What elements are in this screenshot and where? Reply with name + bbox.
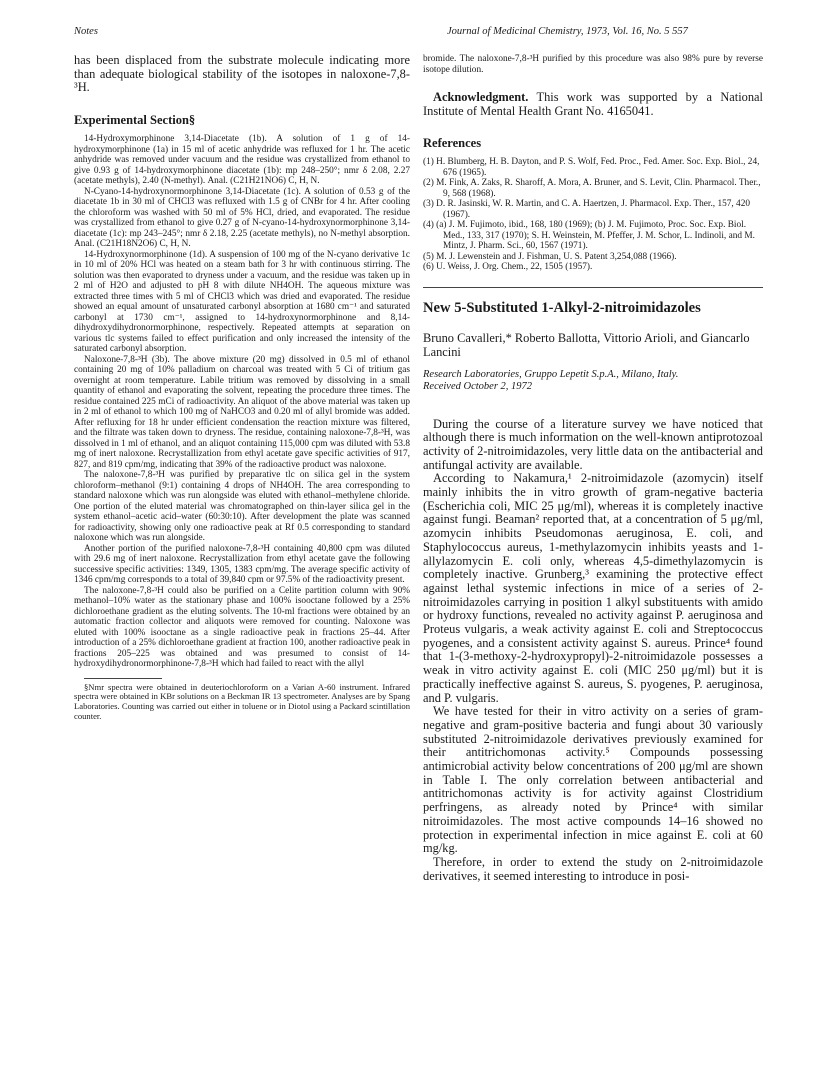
acknowledgment-label: Acknowledgment.	[433, 90, 529, 104]
article-authors: Bruno Cavalleri,* Roberto Ballotta, Vittorio Arioli, and Giancarlo Lancini	[423, 330, 750, 359]
exp-paragraph-1d: 14-Hydroxynormorphinone (1d). A suspension of 100 mg of the N-cyano derivative 1c in 10 ml of 20% HCl was heated on a steam bath for 3 hr with continuous stirring. The solution was then evaporated to dryness under a vacuum, and the residue was taken up in 2 ml of H2O and adjusted to pH 8 with dilute NH4OH. The aqueous mixture was extracted three times with 5 ml of CHCl3 which was dried and evaporated. The residue showed an equal amount of unsaturated carbonyl absorption at 1680 cm⁻¹ and saturated carbonyl at 1730 cm⁻¹, assigned to 14-hydroxynormorphinone and 8,14-dihydroxydihydronormorphinone, respectively. Repeated attempts at separation on various tlc systems failed to effect purification and only increased the intensity of the saturated carbonyl absorption.	[74, 249, 410, 355]
references-heading: References	[423, 136, 482, 151]
acknowledgment	[423, 91, 763, 118]
running-head-left: Notes	[74, 26, 98, 37]
footnote: §Nmr spectra were obtained in deuteriochloroform on a Varian A-60 instrument. Infrared spectra were obtained in KBr solutions on a Beckman IR 13 spectrometer. Analyses are by Spang Laboratories. Counting was carried out either in toluene or in Diotol using a Packard scintillation counter.	[74, 681, 410, 721]
reference-item: (2) M. Fink, A. Zaks, R. Sharoff, A. Mora, A. Bruner, and S. Levit, Clin. Pharmacol. Ther., 9, 568 (1968).	[423, 178, 761, 199]
article-affiliation: Research Laboratories, Gruppo Lepetit S.p.A., Milano, Italy.	[423, 368, 679, 380]
exp-paragraph-dilution: Another portion of the purified naloxone-7,8-³H containing 40,800 cpm was diluted with 29.6 mg of inert naloxone. Recrystallization from ethyl acetate gave the following successive specific activities: 1349, 1305, 1383 cpm/mg. The average specific activity of 1346 cpm/mg corresponds to a total of 39,840 cpm or 97.5% of the radioactivity present.	[74, 543, 410, 586]
continued-paragraph: bromide. The naloxone-7,8-³H purified by this procedure was also 98% pure by reverse isotope dilution.	[423, 54, 763, 75]
experimental-heading: Experimental Section§	[74, 113, 196, 128]
reference-item: (3) D. R. Jasinski, W. R. Martin, and C. A. Haertzen, J. Pharmacol. Exp. Ther., 157, 420 (1967).	[423, 199, 750, 220]
reference-item: (1) H. Blumberg, H. B. Dayton, and P. S. Wolf, Fed. Proc., Fed. Amer. Soc. Exp. Biol., 24, 676 (1965).	[423, 157, 760, 178]
exp-paragraph-1c: N-Cyano-14-hydroxynormorphinone 3,14-Diacetate (1c). A solution of 0.53 g of the diacetate 1b in 30 ml of CHCl3 was refluxed with 1.5 g of CNBr for 4 hr. After cooling the chloroform was washed with 50 ml of 5% HCl, dried, and evaporated. The residue was crystallized from ethanol to give 0.27 g of N-cyano-14-hydroxynormorphinone 3,14-diacetate (1c): mp 243–245°; nmr δ 2.18, 2.25 (acetate methyls), no N-methyl absorption. Anal. (C21H18N2O6) C, H, N.	[74, 186, 410, 250]
body-paragraph: During the course of a literature survey we have noticed that although there is much information on the well-known antiprotozoal activity of 2-nitroimidazoles, very little data on the antibacterial and antifungal activity are available.	[423, 416, 763, 472]
exp-paragraph-naloxone: Naloxone-7,8-³H (3b). The above mixture (20 mg) dissolved in 0.5 ml of ethanol containing 20 mg of 10% palladium on charcoal was treated with 5 Ci of tritium gas overnight at room temperature. Labile tritium was removed by dissolving in a small quantity of ethanol and evaporating the solvent, repeating the procedure three times. The residue contained 225 mCi of radioactivity. An aliquot of the above material was taken up in 2 ml of ethanol to which 100 mg of NaHCO3 and 0.20 ml of allyl bromide was added. After refluxing for 18 hr under efficient condensation the reaction mixture was filtered, and the filtrate was taken down to dryness. The residue, containing naloxone-7,8-³H, was dissolved in 1 ml of ethanol, and an aliquot containing 115,000 cpm was diluted with 53.8 mg of inert naloxone. Recrystallization from ethyl acetate gave specific activities of 917, 827, and 819 cpm/mg, indicating that 39% of the radioactive product was naloxone.	[74, 354, 410, 470]
left-column	[74, 54, 410, 721]
reference-item: (5) M. J. Lewenstein and J. Fishman, U. S. Patent 3,254,088 (1966).	[423, 251, 677, 262]
right-column	[423, 54, 763, 883]
acknowledgment-text: This work was supported by a National Institute of Mental Health Grant No. 4165041.	[423, 90, 763, 118]
reference-item: (6) U. Weiss, J. Org. Chem., 22, 1505 (1957).	[423, 262, 593, 273]
article-title: New 5-Substituted 1-Alkyl-2-nitroimidazoles	[423, 299, 701, 316]
article-received: Received October 2, 1972	[423, 381, 533, 393]
body-paragraph: Therefore, in order to extend the study on 2-nitroimidazole derivatives, it seemed interesting to introduce in posi-	[423, 855, 763, 883]
body-paragraph: According to Nakamura,¹ 2-nitroimidazole (azomycin) itself mainly inhibits the in vitro growth of gram-negative bacteria (Escherichia coli, MIC 25 μg/ml), whereas it is completely inactive against fungi. Beaman² reported that, at a concentration of 5 μg/ml, azomycin inhibits Pseudomonas aeruginosa, E. coli, and Staphylococcus aureus, 1-methylazomycin inhibits yeasts and 1-allylazomycin E. coli only, whereas 4,5-dimethylazomycin is completely inactive. Grunberg,³ examining the protective effect against lethal systemic infections in mice of a series of 2-nitroimidazoles carrying in position 1 alkyl substituents with amido or hydroxy functions, revealed no activity against P. aeruginosa and Proteus vulgaris, a weak activity against E. coli and Streptococcus pyogenes, and a consistent activity against S. aureus. Prince⁴ found that 1-(3-methoxy-2-hydroxypropyl)-2-nitroimidazole possesses a weak in vitro activity against E. coli (MIC 250 μg/ml) but it is practically ineffective against S. aureus, S. pyogenes, P. aeruginosa, and P. vulgaris.	[423, 471, 763, 705]
exp-paragraph-1b: 14-Hydroxymorphinone 3,14-Diacetate (1b). A solution of 1 g of 14-hydroxymorphinone (1a) in 15 ml of acetic anhydride was refluxed for 1 hr. The acetic anhydride was removed under vacuum and the residue was crystallized from ethanol to give 0.93 g of 14-hydroxymorphinone diacetate (1b): mp 248–250°; nmr δ 2.08, 2.27 (acetate methyls), 2.40 (N-methyl). Anal. (C21H21NO6) C, H, N.	[74, 134, 410, 187]
body-paragraph: We have tested for their in vitro activity on a series of gram-negative and gram-positive bacteria and fungi about 30 variously substituted 2-nitroimidazole derivatives previously examined for their antitrichomonas activity.⁵ Compounds possessing antimicrobial activity below concentrations of 200 μg/ml are shown in Table I. The only correlation between antibacterial and antitrichomonas activity is for activity against Clostridium perfringens, as already noted by Prince⁴ with similar nitroimidazoles. The most active compounds 14–16 showed no protection in experimental infection in mice against E. coli at 60 mg/kg.	[423, 704, 763, 856]
running-head-right: Journal of Medicinal Chemistry, 1973, Vol. 16, No. 5 557	[447, 26, 688, 37]
exp-paragraph-tlc: The naloxone-7,8-³H was purified by preparative tlc on silica gel in the system chloroform–methanol (9:1) containing 4 drops of NH4OH. The area corresponding to standard naloxone which was run alongside was eluted with ethanol–methylene chloride. One portion of the eluted material was chromatographed on thin-layer silica gel in the system ethanol–acetic acid–water (60:30:10). After development the plate was scanned for radioactivity, showing only one radioactive peak at Rf 0.5 corresponding to standard naloxone which was run alongside.	[74, 470, 410, 544]
intro-paragraph: has been displaced from the substrate molecule indicating more than adequate biological stability of the isotopes in naloxone-7,8-³H.	[74, 53, 410, 95]
exp-paragraph-celite: The naloxone-7,8-³H could also be purified on a Celite partition column with 90% methanol–10% water as the stationary phase and 100% isooctane followed by a 25% dichloroethane gradient as the eluting solvents. The 10-ml fractions were obtained by an automatic fraction collector and aliquots were removed for counting. Naloxone was eluted with 100% isooctane as a single radioactive peak in fractions 25–44. After introduction of a 25% dichloroethane gradient at fraction 100, another radioactive peak in fractions 205–225 was obtained and was presumed to consist of 14-hydroxydihydronormorphinone-7,8-³H which had failed to react with the allyl	[74, 585, 410, 670]
reference-item: (4) (a) J. M. Fujimoto, ibid., 168, 180 (1969); (b) J. M. Fujimoto, Proc. Soc. Exp. Biol. Med., 133, 317 (1970); S. H. Weinstein, M. Pfeffer, J. M. Schor, L. Indinoli, and M. Mintz, J. Pharm. Sci., 60, 1567 (1971).	[423, 220, 755, 252]
